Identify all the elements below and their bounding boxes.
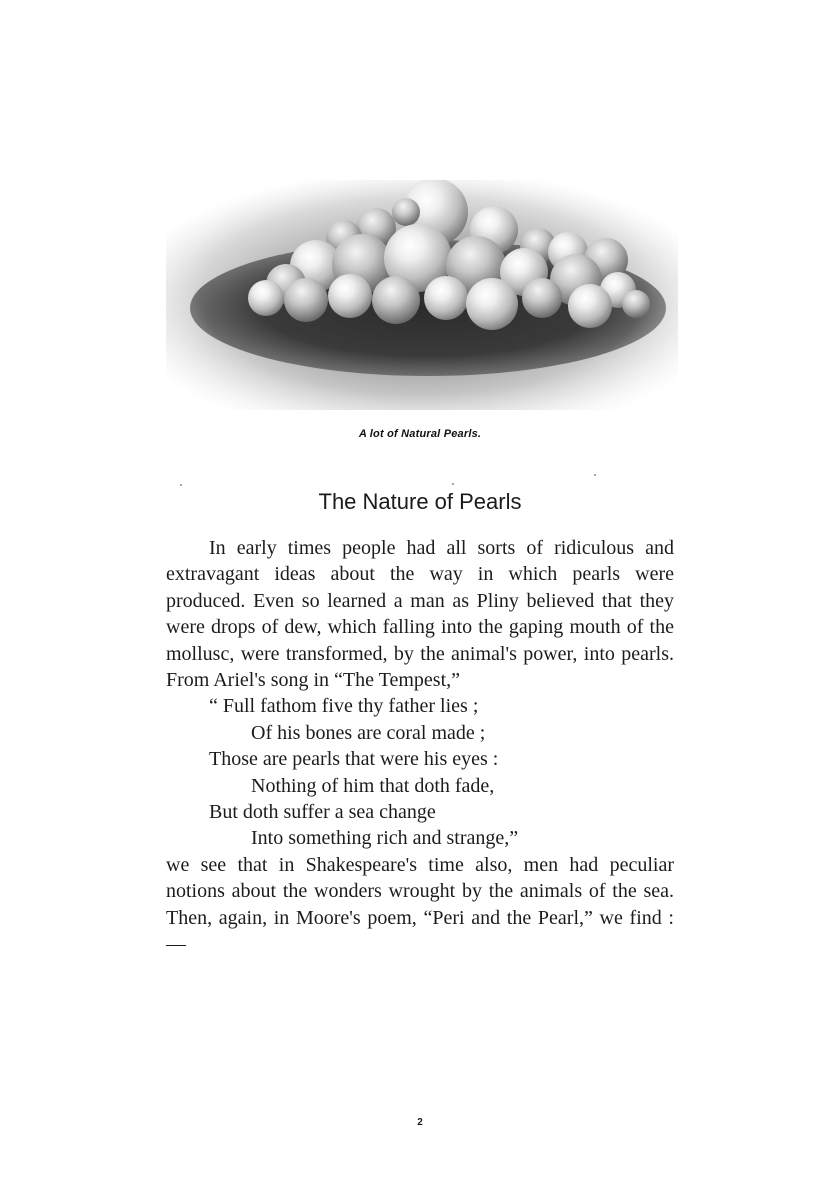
page-number: 2	[417, 1117, 423, 1128]
scan-speck	[594, 474, 596, 476]
scan-speck	[180, 484, 182, 486]
pearls-photo	[166, 180, 678, 410]
poem-line: “ Full fathom five thy father lies ;	[209, 695, 479, 718]
poem-line: Nothing of him that doth fade,	[251, 774, 495, 797]
body-text	[166, 535, 674, 958]
poem-line: Of his bones are coral made ;	[251, 721, 486, 744]
figure-caption: A lot of Natural Pearls.	[358, 428, 482, 440]
paragraph: In early times people had all sorts of ridiculous and extravagant ideas about the way in which pearls were produced. Even so learned a man as Pliny believed that they were drops of dew, which falling into the gaping mouth of the mollusc, were transformed, by the animal's power, into pearls. From Ariel's song in “The Tempest,”	[166, 537, 674, 692]
poem-line: Those are pearls that were his eyes :	[209, 748, 499, 771]
scan-speck	[452, 483, 454, 485]
poem-quote	[166, 693, 674, 851]
chapter-heading: The Nature of Pearls	[318, 489, 522, 514]
poem-line: Into something rich and strange,”	[251, 827, 519, 850]
paragraph: we see that in Shakespeare's time also, men had peculiar notions about the wonders wrought by the animals of the sea. Then, again, in Moore's poem, “Peri and the Pearl,” we find :—	[166, 853, 674, 956]
poem-line: But doth suffer a sea change	[209, 801, 436, 824]
